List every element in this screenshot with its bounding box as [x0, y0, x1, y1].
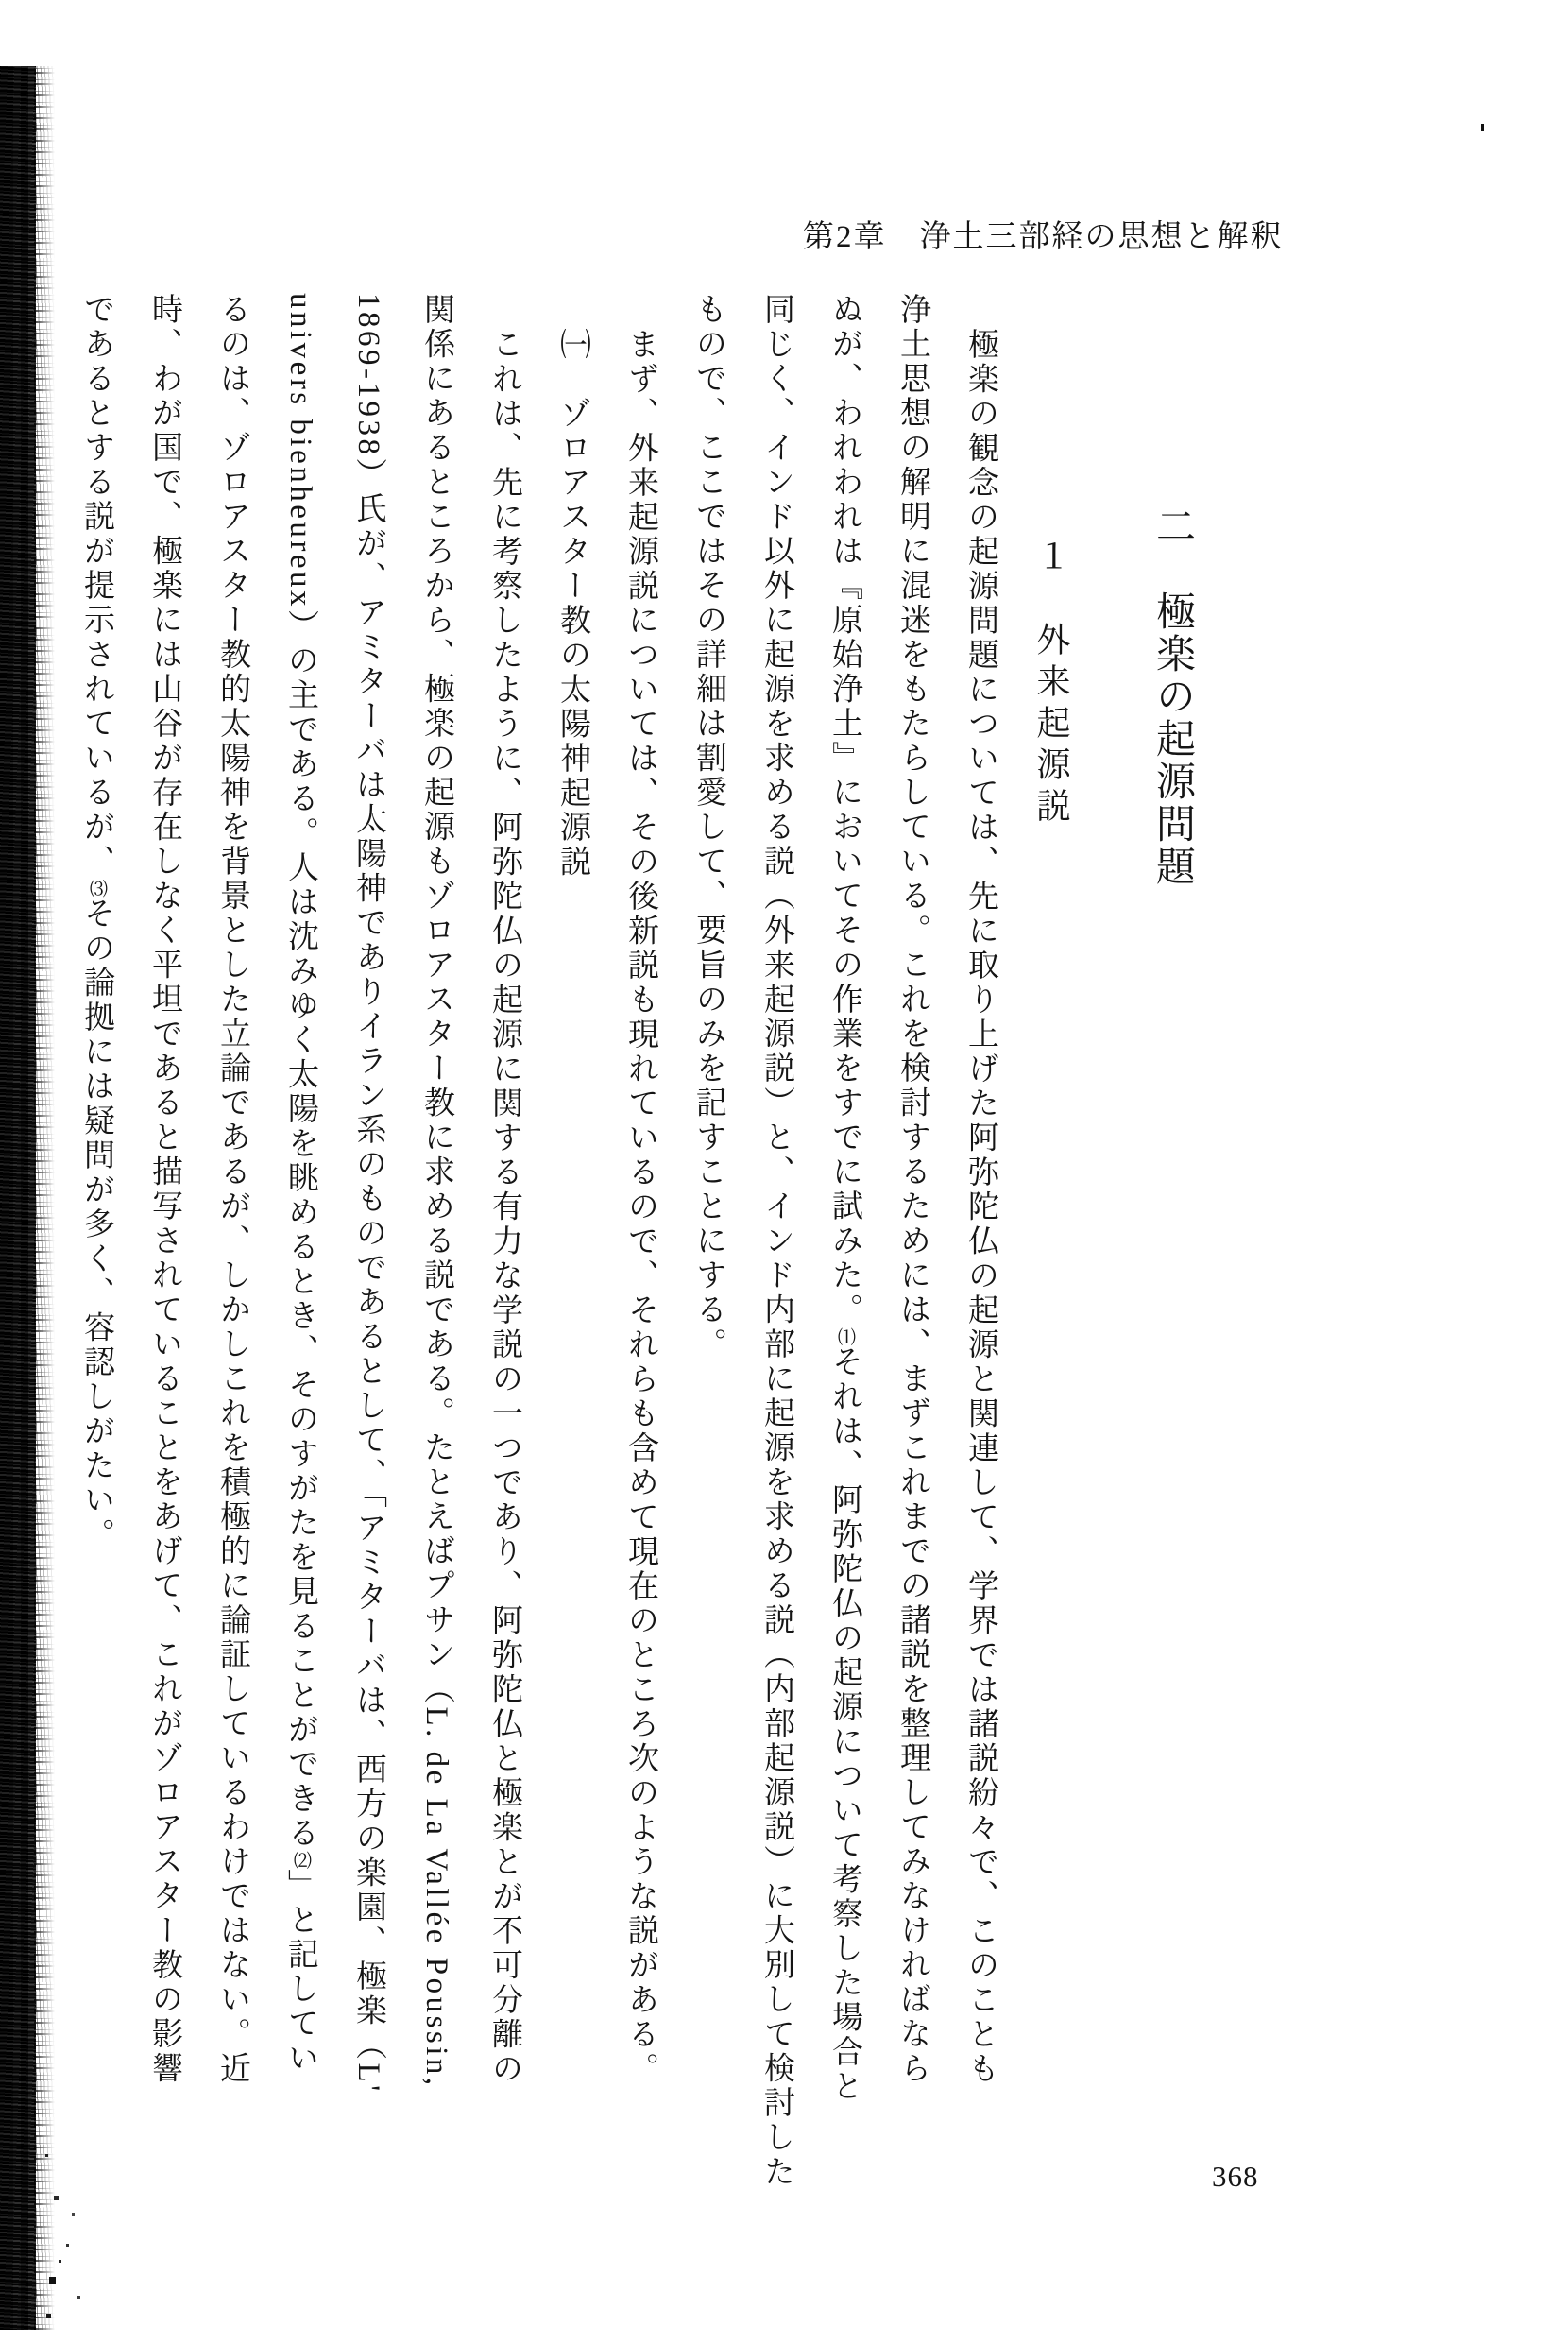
body-text-column: これは、先に考察したように、阿弥陀仏の起源に関する有力な学説の一つであり、阿弥陀仏と極楽とが不可分離の: [487, 328, 521, 2087]
running-header: 第2章 浄土三部経の思想と解釈: [803, 220, 1284, 254]
main-text-block: [45, 293, 1194, 2190]
footnote-marker: ⑴: [835, 1327, 855, 1346]
chapter-title: 二 極楽の起源問題: [1150, 505, 1194, 888]
body-text-column: ㈠ ゾロアスター教の太陽神起源説: [555, 328, 589, 880]
body-text-column: univers bienheureux）の主である。人は沈みゆく太陽を眺めるとき、そのすがたを見ることができる⑵」と記してい: [283, 293, 317, 2077]
footnote-marker: ⑶: [87, 879, 107, 898]
body-text-column: 浄土思想の解明に混迷をもたらしている。これを検討するためには、まずこれまでの諸説を整理してみなければなら: [895, 293, 929, 2086]
body-text-column: るのは、ゾロアスター教的太陽神を背景とした立論であるが、しかしこれを積極的に論証しているわけではない。近: [215, 293, 249, 2086]
body-text-column: 1869-1938）氏が、アミターバは太陽神でありイラン系のものであるとして、「アミターバは、西方の楽園、極楽（L': [351, 293, 385, 2095]
body-text-column: まず、外来起源説については、その後新説も現れているので、それらも含めて現在のところ次のような説がある。: [623, 328, 657, 2087]
body-text-column: 極楽の観念の起源問題については、先に取り上げた阿弥陀仏の起源と関連して、学界では諸説紛々で、このことも: [963, 328, 997, 2087]
page-number: 368: [1212, 2160, 1259, 2193]
scan-gutter-shadow: [0, 66, 36, 2330]
body-text-column: もので、ここではその詳細は割愛して、要旨のみを記すことにする。: [691, 293, 725, 1362]
body-text-column: 同じく、インド以外に起源を求める説（外来起源説）と、インド内部に起源を求める説（内部起源説）に大別して検討した: [759, 293, 793, 2190]
body-text-column: であるとする説が提示されているが、⑶その論拠には疑問が多く、容認しがたい。: [79, 293, 113, 1553]
body-text-column: 時、わが国で、極楽には山谷が存在しなく平坦であると描写されていることをあげて、これがゾロアスター教の影響: [147, 293, 181, 2086]
scan-speckle-top-right: [1481, 124, 1484, 131]
body-text-column: 関係にあるところから、極楽の起源もゾロアスター教に求める説である。たとえばプサン（L. de La Vallée Poussin,: [419, 293, 453, 2089]
scan-speckle-bottom-left: [45, 2154, 48, 2157]
body-text-column: ぬが、われわれは『原始浄土』においてその作業をすでに試みた。⑴それは、阿弥陀仏の起源について考察した場合と: [827, 293, 861, 2105]
section-heading: １ 外来起源説: [1032, 539, 1070, 830]
footnote-marker: ⑵: [291, 1851, 311, 1870]
